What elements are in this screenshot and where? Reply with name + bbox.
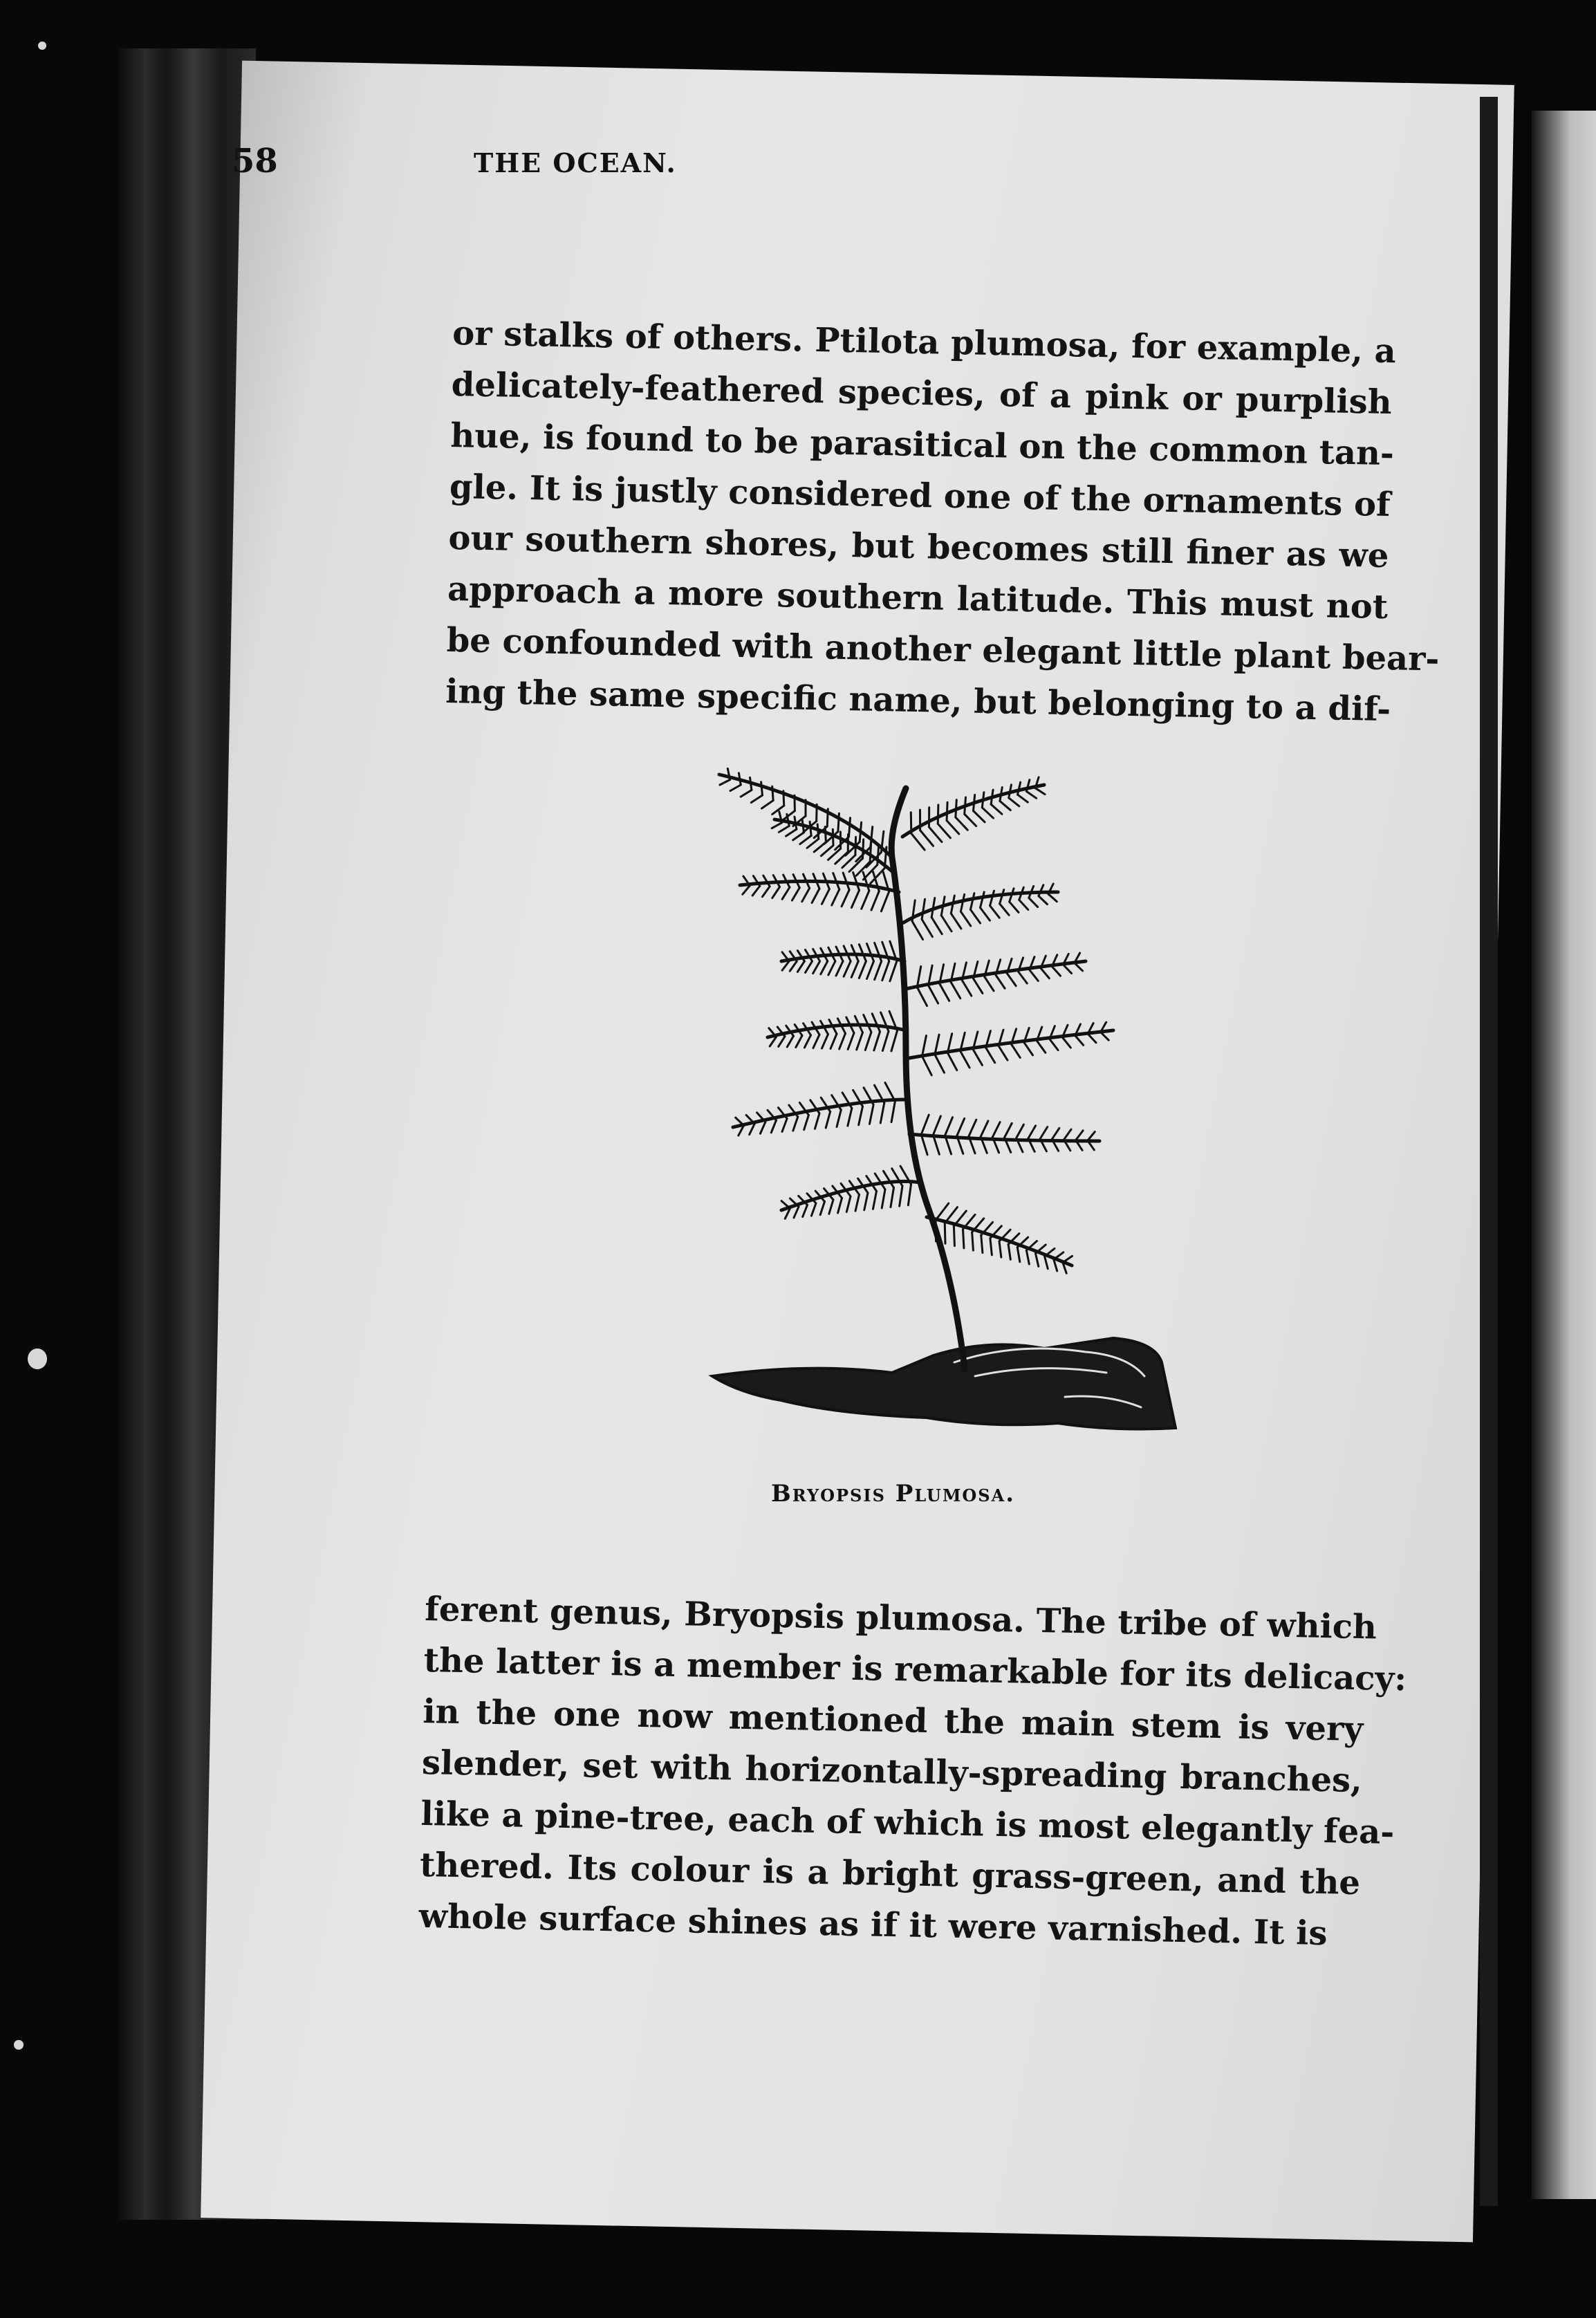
frond-hatch-stroke <box>985 977 994 991</box>
frond-hatch-stroke <box>890 961 897 981</box>
frond-hatch-stroke <box>846 1196 851 1212</box>
frond-hatch-stroke <box>970 909 980 923</box>
frond-hatch-stroke <box>800 835 811 844</box>
paragraph-bottom <box>418 1584 1407 1960</box>
text-line: in the one now mentioned the main stem is very <box>422 1691 1364 1750</box>
frond-hatch-stroke <box>922 1036 926 1057</box>
frond-hatch-stroke <box>822 889 829 905</box>
frond-hatch-stroke <box>990 891 994 905</box>
text-line: hue, is found to be parasitical on the common tan- <box>449 416 1395 474</box>
frond-hatch-stroke <box>741 790 752 797</box>
frond-hatch-stroke <box>829 1200 833 1214</box>
frond-hatch-stroke <box>835 852 848 864</box>
frond-hatch-stroke <box>965 797 966 814</box>
frond-hatch-stroke <box>795 817 797 829</box>
dust-speck <box>14 2040 24 2050</box>
frond-hatch-stroke <box>961 1051 969 1068</box>
frond-hatch-stroke <box>1000 904 1009 915</box>
frond-hatch-stroke <box>961 911 970 926</box>
frond-hatch-stroke <box>772 786 773 800</box>
text-line: be confounded with another elegant little plant bear- <box>446 620 1440 679</box>
frond-hatch-stroke <box>822 1035 828 1048</box>
frond-hatch-stroke <box>1009 798 1019 806</box>
frond-hatch-stroke <box>1040 1127 1048 1139</box>
frond-hatch-stroke <box>792 888 799 900</box>
frond-hatch-stroke <box>1005 1123 1012 1138</box>
frond-hatch-stroke <box>810 822 811 835</box>
frond-hatch-stroke <box>1101 1032 1109 1041</box>
frond-hatch-stroke <box>802 819 804 833</box>
frond-hatch-stroke <box>882 961 889 981</box>
text-line: our southern shores, but becomes still finer as we <box>448 518 1389 576</box>
frond-hatch-stroke <box>973 1050 982 1066</box>
frond-hatch-stroke <box>1018 795 1028 802</box>
frond-hatch-stroke <box>839 1033 846 1049</box>
frond-hatch-stroke <box>1026 1250 1029 1264</box>
frond-hatch-stroke <box>790 961 797 971</box>
frond-hatch-stroke <box>779 1037 785 1047</box>
frond-hatch-stroke <box>836 961 843 976</box>
frond-hatch-stroke <box>828 961 835 975</box>
frond-hatch-stroke <box>921 1135 927 1155</box>
frond-hatch-stroke <box>940 984 949 1001</box>
frond-hatch-stroke <box>1052 967 1060 976</box>
frond-hatch-stroke <box>815 1113 819 1129</box>
frond-hatch-stroke <box>945 1207 957 1223</box>
frond-hatch-stroke <box>1000 787 1002 801</box>
page-number: 58 <box>232 142 278 180</box>
frond-hatch-stroke <box>851 891 859 908</box>
frond-hatch-stroke <box>812 889 819 903</box>
frond-hatch-stroke <box>981 1235 983 1252</box>
frond-hatch-stroke <box>1000 801 1010 810</box>
frond-hatch-stroke <box>859 961 866 978</box>
dust-speck <box>28 1348 47 1369</box>
frond-hatch-stroke <box>1028 1126 1036 1138</box>
frond-hatch-stroke <box>986 1048 995 1063</box>
frond-hatch-stroke <box>996 975 1005 988</box>
frond-hatch-stroke <box>991 804 1002 814</box>
frond-hatch-stroke <box>869 1105 873 1124</box>
frond-hatch-stroke <box>999 1241 1001 1257</box>
frond-hatch-stroke <box>1039 885 1043 896</box>
text-line: ing the same specific name, but belonging to a dif- <box>445 671 1391 730</box>
frond-hatch-stroke <box>1052 1128 1059 1139</box>
frond-hatch-stroke <box>1062 1037 1070 1048</box>
frond-hatch-stroke <box>837 1110 841 1127</box>
frond-hatch-stroke <box>848 1109 852 1126</box>
frond-hatch-stroke <box>848 1033 854 1050</box>
frond-hatch-stroke <box>760 1122 765 1134</box>
frond-hatch-stroke <box>772 887 780 898</box>
frond-hatch-stroke <box>1019 972 1028 983</box>
frond-hatch-stroke <box>802 888 810 901</box>
frond-hatch-stroke <box>817 824 819 839</box>
frond-hatch-stroke <box>933 1116 940 1135</box>
frond-hatch-stroke <box>900 1186 902 1206</box>
frond-hatch-stroke <box>931 918 942 934</box>
frond-hatch-stroke <box>1075 963 1083 971</box>
frond-hatch-stroke <box>945 1118 953 1135</box>
frond-hatch-stroke <box>974 795 975 810</box>
frond-hatch-stroke <box>929 827 942 842</box>
frond-hatch-stroke <box>1010 902 1019 912</box>
frond-hatch-stroke <box>838 813 839 831</box>
frond-hatch-stroke <box>804 1115 809 1130</box>
frond-hatch-stroke <box>865 1032 871 1050</box>
frond-hatch-stroke <box>838 1198 842 1213</box>
figure-caption: Bryopsis Plumosa. <box>771 1480 1016 1508</box>
frond-hatch-stroke <box>951 914 961 929</box>
running-head: THE OCEAN. <box>474 147 677 178</box>
frond-hatch-stroke <box>842 890 849 907</box>
paragraph-top <box>445 308 1440 735</box>
frond-hatch-stroke <box>1075 1036 1084 1046</box>
frond-hatch-stroke <box>956 817 967 830</box>
frond-hatch-stroke <box>820 1202 824 1215</box>
frond-hatch-stroke <box>974 979 983 993</box>
frond-hatch-stroke <box>1000 890 1004 904</box>
frond-hatch-stroke <box>803 1205 808 1217</box>
frond-hatch-stroke <box>875 943 882 961</box>
frond-hatch-stroke <box>1007 974 1016 986</box>
frond-hatch-stroke <box>1035 788 1045 795</box>
frond-hatch-stroke <box>917 966 920 987</box>
frond-hatch-stroke <box>922 919 932 936</box>
frond-hatch-stroke <box>797 961 804 972</box>
frond-hatch-stroke <box>1030 970 1039 981</box>
frond-hatch-stroke <box>947 821 959 834</box>
frond-hatch-stroke <box>880 1103 884 1123</box>
frond-hatch-stroke <box>1008 1244 1010 1259</box>
frond-hatch-stroke <box>787 1036 793 1047</box>
frond-hatch-stroke <box>982 808 993 818</box>
frond-hatch-stroke <box>990 906 1000 918</box>
frond-hatch-stroke <box>922 899 925 919</box>
frond-hatch-stroke <box>752 886 760 896</box>
frond-hatch-stroke <box>961 894 964 911</box>
frond-hatch-stroke <box>860 822 862 842</box>
text-line: ferent genus, Bryopsis plumosa. The tribe of which <box>424 1589 1377 1647</box>
frond-hatch-stroke <box>1063 1256 1073 1262</box>
frond-hatch-stroke <box>750 1124 755 1135</box>
frond-hatch-stroke <box>873 1192 876 1209</box>
frond-hatch-stroke <box>935 1055 945 1073</box>
frond-hatch-stroke <box>951 982 961 999</box>
text-line: delicately-feathered species, of a pink or purplish <box>451 364 1393 423</box>
frond-hatch-stroke <box>992 1122 1000 1138</box>
frond-hatch-stroke <box>917 988 927 1006</box>
frond-hatch-stroke <box>730 785 741 791</box>
frond-hatch-stroke <box>991 790 993 804</box>
frond-hatch-stroke <box>911 833 925 850</box>
frond-hatch-stroke <box>762 887 770 897</box>
frond-hatch-stroke <box>883 1171 893 1187</box>
frond-hatch-stroke <box>1064 1129 1071 1140</box>
frond-hatch-stroke <box>882 1189 885 1208</box>
frond-hatch-stroke <box>882 1031 889 1050</box>
frond-hatch-stroke <box>772 823 781 828</box>
facing-page-edge <box>1532 111 1596 2199</box>
frond-hatch-stroke <box>871 891 879 910</box>
frond-hatch-stroke <box>821 961 828 974</box>
frond-hatch-stroke <box>1088 1034 1096 1043</box>
frond-hatch-stroke <box>825 827 826 842</box>
frond-hatch-stroke <box>941 916 952 931</box>
frond-hatch-stroke <box>947 1053 956 1070</box>
frond-hatch-stroke <box>1017 1124 1024 1138</box>
frond-hatch-stroke <box>981 892 985 908</box>
frond-hatch-stroke <box>857 1032 863 1050</box>
frond-hatch-stroke <box>782 887 790 899</box>
text-line: slender, set with horizontally-spreading branches, <box>421 1743 1363 1801</box>
frond-hatch-stroke <box>981 908 990 921</box>
frond-hatch-stroke <box>921 1115 929 1134</box>
frond-hatch-stroke <box>814 842 826 852</box>
frond-hatch-stroke <box>938 824 950 838</box>
frond-hatch-stroke <box>1054 1259 1057 1271</box>
frond-hatch-stroke <box>936 1203 949 1220</box>
frond-hatch-stroke <box>796 1036 802 1048</box>
frond-hatch-stroke <box>786 829 797 836</box>
page-gutter-shadow <box>1480 97 1498 2206</box>
frond-hatch-stroke <box>969 1120 976 1136</box>
frond-hatch-stroke <box>782 1119 787 1132</box>
frond-hatch-stroke <box>1076 1131 1084 1140</box>
text-line: like a pine-tree, each of which is most elegantly fea- <box>420 1794 1395 1852</box>
frond-hatch-stroke <box>878 844 879 864</box>
text-line: gle. It is justly considered one of the ornaments of <box>449 467 1391 525</box>
text-line: whole surface shines as if it were varnished. It is <box>418 1896 1328 1954</box>
frond-hatch-stroke <box>1064 965 1072 974</box>
frond-hatch-stroke <box>831 1034 837 1048</box>
frond-hatch-stroke <box>793 1117 798 1131</box>
frond-hatch-stroke <box>855 1195 859 1212</box>
frond-hatch-stroke <box>813 1035 819 1048</box>
frond-hatch-stroke <box>965 814 976 826</box>
frond-hatch-stroke <box>1036 1254 1039 1267</box>
frond-hatch-stroke <box>982 792 984 808</box>
frond-hatch-stroke <box>962 981 972 996</box>
frond-hatch-stroke <box>957 1118 965 1135</box>
frond-hatch-stroke <box>720 780 730 786</box>
frond-hatch-stroke <box>783 791 784 806</box>
frond-hatch-stroke <box>912 921 922 939</box>
frond-hatch-stroke <box>779 826 789 832</box>
frond-hatch-stroke <box>771 1120 776 1133</box>
frond-hatch-stroke <box>851 961 858 977</box>
frond-hatch-stroke <box>821 846 833 856</box>
text-line: approach a more southern latitude. This must not <box>447 569 1389 627</box>
frond-hatch-stroke <box>862 891 869 909</box>
frond-hatch-stroke <box>743 886 750 895</box>
frond-hatch-stroke <box>794 1207 799 1218</box>
frond-hatch-stroke <box>920 831 934 846</box>
frond-hatch-stroke <box>981 1121 988 1137</box>
frond-hatch-stroke <box>867 944 874 962</box>
frond-hatch-stroke <box>806 961 813 973</box>
frond-hatch-stroke <box>859 1106 863 1125</box>
frond-hatch-stroke <box>963 1230 964 1248</box>
frond-hatch-stroke <box>999 1046 1008 1061</box>
frond-hatch-stroke <box>844 961 851 976</box>
frond-hatch-stroke <box>1012 1044 1021 1057</box>
frond-hatch-stroke <box>1088 1132 1095 1141</box>
frond-hatch-stroke <box>922 1057 931 1075</box>
frond-hatch-stroke <box>804 1035 810 1048</box>
frond-hatch-stroke <box>970 893 974 910</box>
frond-hatch-stroke <box>739 773 741 785</box>
frond-hatch-stroke <box>842 855 855 868</box>
frond-hatch-stroke <box>1037 1041 1045 1053</box>
frond-hatch-stroke <box>870 842 871 862</box>
frond-hatch-stroke <box>807 839 819 848</box>
frond-hatch-stroke <box>875 961 882 980</box>
fern-plant-engraving-icon <box>629 754 1224 1445</box>
frond-hatch-stroke <box>793 833 804 840</box>
text-line: thered. Its colour is a bright grass-green, and the <box>419 1845 1361 1903</box>
frond-hatch-stroke <box>855 837 856 855</box>
frond-hatch-stroke <box>811 1203 816 1216</box>
frond-hatch-stroke <box>772 806 784 815</box>
frond-hatch-stroke <box>929 985 938 1003</box>
frond-hatch-stroke <box>881 1012 889 1031</box>
frond-hatch-stroke <box>864 1193 868 1210</box>
frond-hatch-stroke <box>1017 1248 1020 1262</box>
frond-hatch-stroke <box>1026 791 1036 798</box>
frond-hatch-stroke <box>1009 785 1012 798</box>
frond-hatch-stroke <box>832 889 839 905</box>
frond-hatch-stroke <box>881 891 889 911</box>
frond-hatch-stroke <box>813 961 820 974</box>
frond-hatch-stroke <box>867 961 874 979</box>
text-line: or stalks of others. Ptilota plumosa, for example, a <box>452 313 1397 371</box>
dust-speck <box>38 41 46 50</box>
frond-hatch-stroke <box>1039 896 1048 905</box>
frond-hatch-stroke <box>1041 968 1049 979</box>
frond-hatch-stroke <box>1029 898 1038 907</box>
text-line: the latter is a member is remarkable for its delicacy: <box>423 1640 1407 1699</box>
frond-hatch-stroke <box>872 1014 880 1032</box>
frond-hatch-stroke <box>827 809 828 826</box>
frond-hatch-stroke <box>972 1232 974 1250</box>
frond-hatch-stroke <box>891 1031 898 1051</box>
frond-hatch-stroke <box>750 777 752 790</box>
frond-hatch-stroke <box>863 840 864 858</box>
frond-hatch-stroke <box>1024 1043 1033 1055</box>
frond-hatch-stroke <box>1048 894 1057 902</box>
frond-hatch-stroke <box>990 1239 992 1255</box>
frond-hatch-stroke <box>761 782 763 795</box>
frond-hatch-stroke <box>891 1102 895 1122</box>
frond-hatch-stroke <box>891 1188 894 1207</box>
frond-hatch-stroke <box>826 1112 830 1128</box>
frond-hatch-stroke <box>751 795 762 803</box>
frond-hatch-stroke <box>874 1032 880 1050</box>
frond-hatch-stroke <box>1018 782 1021 795</box>
frond-hatch-stroke <box>761 801 773 809</box>
frond-hatch-stroke <box>1019 900 1028 909</box>
frond-hatch-stroke <box>1050 1039 1058 1050</box>
frond-hatch-stroke <box>908 1185 911 1205</box>
frond-hatch-stroke <box>974 811 985 822</box>
frond-hatch-stroke <box>1045 1257 1048 1269</box>
